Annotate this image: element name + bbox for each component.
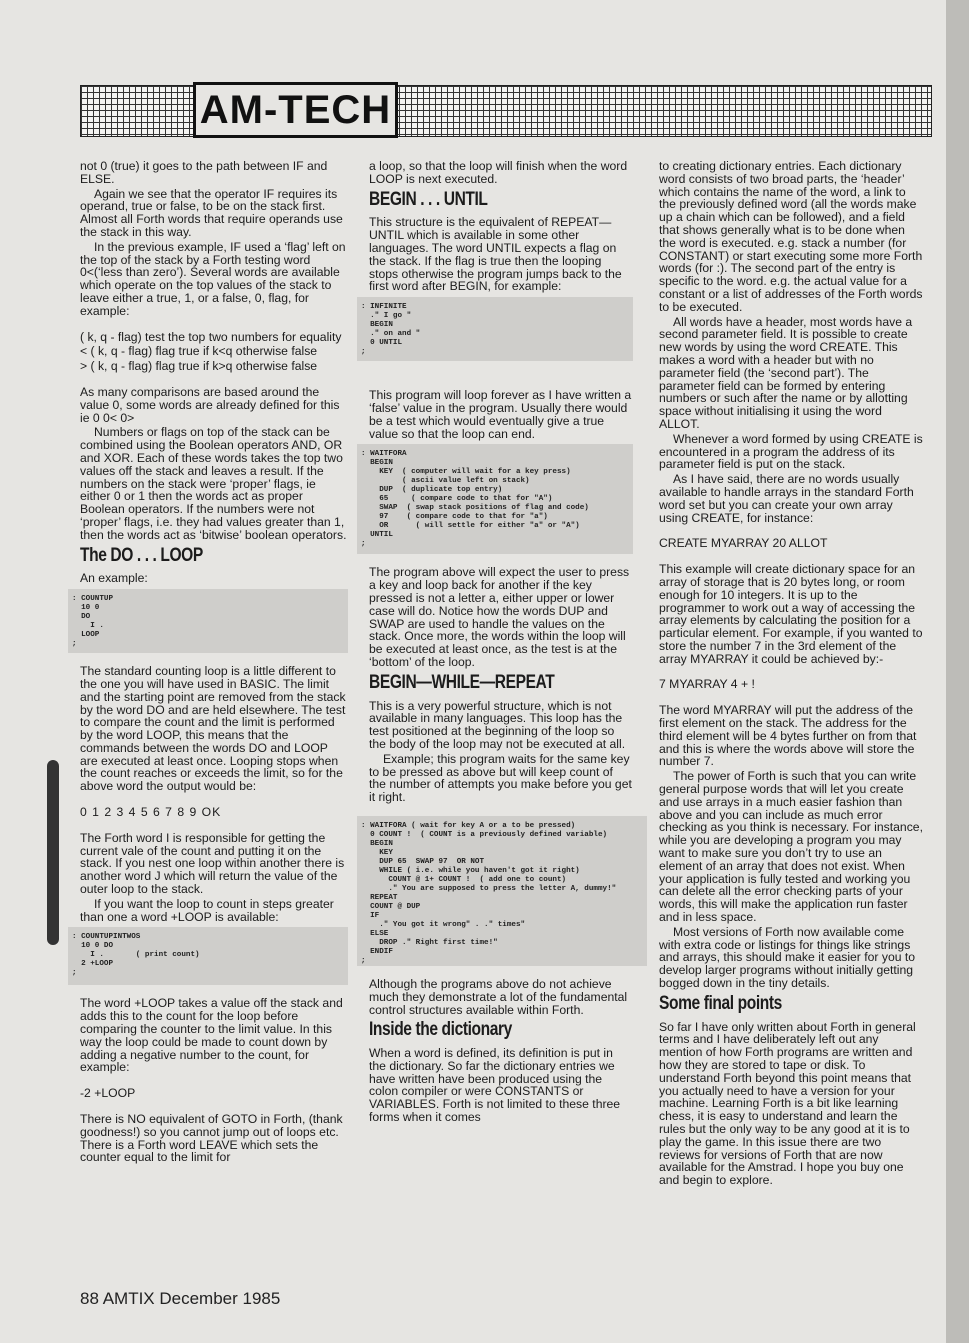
paragraph: -2 +LOOP: [80, 1086, 136, 1101]
paragraph: 7 MYARRAY 4 + !: [659, 677, 755, 692]
paragraph: So far I have only written about Forth in general terms and I have deliberately left out any mention of how Forth programs are written and how they are stored to tape or disk. To understand Forth beyond this point means that you actually need to have a version for your machine. Learning Forth is a bit like learning chess, it is easy to understand and learn the rules but the only way to be any good at it is to play the game. In this issue there are two reviews for versions of Forth that are now available for the Amstrad. I hope you buy one and begin to explore.: [659, 1019, 916, 1188]
column-2: [361, 159, 633, 1126]
paragraph: a loop, so that the loop will finish when the word LOOP is next executed.: [369, 159, 628, 186]
code-listing: : INFINITE ." I go " BEGIN ." on and " 0 UNTIL ;: [357, 297, 633, 361]
section-heading: BEGIN—WHILE—REPEAT: [369, 671, 555, 693]
paragraph: In the previous example, IF used a ‘flag’ left on the top of the stack by a Forth testing word 0<(‘less than zero’). Several words are available which operate on the top values of the stack to leave either a true, 1, or a false, 0, flag, for example:: [80, 239, 346, 318]
column-3: [659, 160, 925, 1189]
paragraph: The power of Forth is such that you can write general purpose words that will let you create and use arrays in a much easier fashion than above and you can include as much error checking as you think is necessary. For instance, while you are developing a program you may want to make sure you don’t try to use an element of an array that does not exist. When your application is fully tested and working you can delete all the error checking parts of your words, this will make the application run faster and in less space.: [659, 769, 923, 925]
paragraph: The word +LOOP takes a value off the stack and adds this to the count for the loop before comparing the counter to the limit value. In this way the loop could be made to count down by adding a negative number to the count, for example:: [80, 996, 343, 1075]
paragraph: Most versions of Forth now available come with extra code or listings for things like strings and arrays, this should make it easier for you to develop larger programs without initially getting bogged down in the tiny details.: [659, 924, 916, 991]
paragraph: The Forth word I is responsible for getting the current vale of the count and putting it on the stack. If you nest one loop within another there is another word J which will return the value of the outer loop to the stack.: [80, 830, 345, 897]
paragraph: If you want the loop to count in steps greater than one a word +LOOP is available:: [80, 896, 334, 924]
paragraph: Numbers or flags on top of the stack can be combined using the Boolean operators AND, OR and XOR. Each of these words takes the top two values off the stack and leaves a result. If the numbers on the stack were ‘proper’ flags, ie either 0 or 1 then the words act as proper Boolean operators. If the numbers were not ‘proper’ flags, i.e. they had values greater than 1, then the words act as ‘bitwise’ boolean operators.: [80, 425, 347, 542]
code-listing: : WAITFORA BEGIN KEY ( computer will wait for a key press) ( ascii value left on stack) DUP ( duplicate top entry) 65 ( compare code to that for "A") SWAP ( swap stack positions of flag and code) 97 ( compare code to that for "a") OR ( will settle for either "a" or "A") UNTIL ;: [357, 444, 633, 554]
paragraph: As many comparisons are based around the value 0, some words are already defined for this ie 0 0< 0>: [80, 384, 340, 425]
paragraph: CREATE MYARRAY 20 ALLOT: [659, 536, 828, 551]
paragraph: When a word is defined, its definition is put in the dictionary. So far the dictionary entries we have written have been produced using the colon compiler or were CONSTANTS or VARIABLES. Forth is not limited to these three forms when it comes: [369, 1046, 621, 1125]
code-listing: : COUNTUPINTWOS 10 0 DO I . ( print count) 2 +LOOP ;: [68, 927, 348, 985]
page-edge-shadow: [946, 0, 969, 1343]
page-footer: 88 AMTIX December 1985: [80, 1289, 281, 1308]
paragraph: Although the programs above do not achieve much they demonstrate a lot of the fundamental control structures available within Forth.: [369, 976, 628, 1017]
section-heading: BEGIN . . . UNTIL: [369, 188, 488, 210]
paragraph: There is NO equivalent of GOTO in Forth, (thank goodness!) so you cannot jump out of loops etc. There is a Forth word LEAVE which sets the counter equal to the limit for: [80, 1112, 343, 1165]
paragraph: As I have said, there are no words usually available to handle arrays in the standard Forth word set but you can create your own array using CREATE, for instance:: [659, 472, 914, 525]
paragraph: This example will create dictionary space for an array of storage that is 20 bytes long, or room enough for 10 integers. It is up to the programmer to work out a way of accessing the array elements by calculating the position for a particular element. For example, if you wanted to store the number 7 in the 3rd element of the array MYARRAY it could be achieved by:-: [659, 562, 923, 666]
paragraph: Again we see that the operator IF requires its operand, true or false, to be on the stack first. Almost all Forth words that require operands use the stack in this way.: [80, 186, 343, 239]
paragraph: ( k, q - flag) test the top two numbers for equality: [80, 329, 342, 344]
paragraph: Example; this program waits for the same key to be pressed as above but will keep count of the number of attempts you make before you get it right.: [369, 751, 632, 805]
paragraph: This is a very powerful structure, which is not available in many languages. This loop has the test positioned at the beginning of the loop so the body of the loop may not be executed at all.: [369, 698, 626, 751]
paragraph: to creating dictionary entries. Each dictionary word consists of two broad parts, the ‘header’ which contains the name of the word, a link to the previously defined word (all the words make up a chain which can be followed), and a field that shows generally what is to be done when the word is executed. e.g. stack a number (for CONSTANT) or start executing some more Forth words (for :). The second part of the entry is specific to the word. e.g. the actual value for a constant or a list of addresses of the Forth words to be executed.: [659, 159, 923, 314]
masthead-logo: AM-TECH: [193, 82, 398, 138]
paragraph: Whenever a word formed by using CREATE is encountered in a program the address of its parameter field is put on the stack.: [659, 431, 923, 472]
paragraph: This structure is the equivalent of REPEAT— UNTIL which is available in some other languages. The word UNTIL expects a flag on the stack. If the flag is true then the looping stops otherwise the program jumps back to the first word after BEGIN, for example:: [369, 215, 622, 294]
paragraph: > ( k, q - flag) flag true if k>q otherwise false: [80, 359, 318, 374]
paragraph: 0 1 2 3 4 5 6 7 8 9 OK: [80, 805, 222, 820]
paragraph: not 0 (true) it goes to the path between IF and ELSE.: [80, 159, 328, 186]
code-listing: : COUNTUP 10 0 DO I . LOOP ;: [68, 589, 348, 653]
paragraph: An example:: [80, 571, 148, 586]
section-heading: The DO . . . LOOP: [80, 544, 203, 566]
paragraph: The standard counting loop is a little different to the one you will have used in BASIC. The limit and the starting point are removed from the stack by the word DO and are held elsewhere. The test to compare the count and the limit is performed by the word LOOP, this means that the commands between the words DO and LOOP are executed at least once. Looping stops when the count reaches or exceeds the limit, so for the above word the output would be:: [80, 664, 346, 794]
section-heading: Some final points: [659, 992, 782, 1014]
paragraph: All words have a header, most words have a second parameter field. It is possible to create new words by using the word CREATE. This makes a word with a header but with no parameter field (the ‘second part’). The parameter field can be formed by entering numbers or such after the name or by allotting space without initialising it using the word ALLOT.: [659, 314, 913, 431]
page-edge-tab: [47, 760, 59, 945]
paragraph: This program will loop forever as I have written a ‘false’ value in the program. Usually there would be a test which would eventually give a true value so that the loop can end.: [369, 388, 632, 441]
column-1: [72, 159, 348, 1166]
code-listing: : WAITFORA ( wait for key A or a to be pressed) 0 COUNT ! ( COUNT is a previously defined variable) BEGIN KEY DUP 65 SWAP 97 OR NOT WHILE ( i.e. while you haven't got it right) COUNT @ 1+ COUNT ! ( add one to count) ." You are supposed to press the letter A, dummy!" REPEAT COUNT @ DUP IF ." You got it wrong" . ." times" ELSE DROP ." Right first time!" ENDIF ;: [357, 816, 647, 966]
paragraph: The program above will expect the user to press a key and loop back for another if the key pressed is not a letter a, either upper or lower case will do. Notice how the words DUP and SWAP are used to handle the values on the stack. Once more, the words within the loop will be executed at least once, as the test is at the ‘bottom’ of the loop.: [369, 565, 630, 669]
paragraph: The word MYARRAY will put the address of the first element on the stack. The address for the third element will be 4 bytes further on from that and this is where the words above will store the number 7.: [659, 703, 917, 769]
section-heading: Inside the dictionary: [369, 1019, 512, 1041]
paragraph: < ( k, q - flag) flag true if k<q otherwise false: [80, 344, 318, 359]
